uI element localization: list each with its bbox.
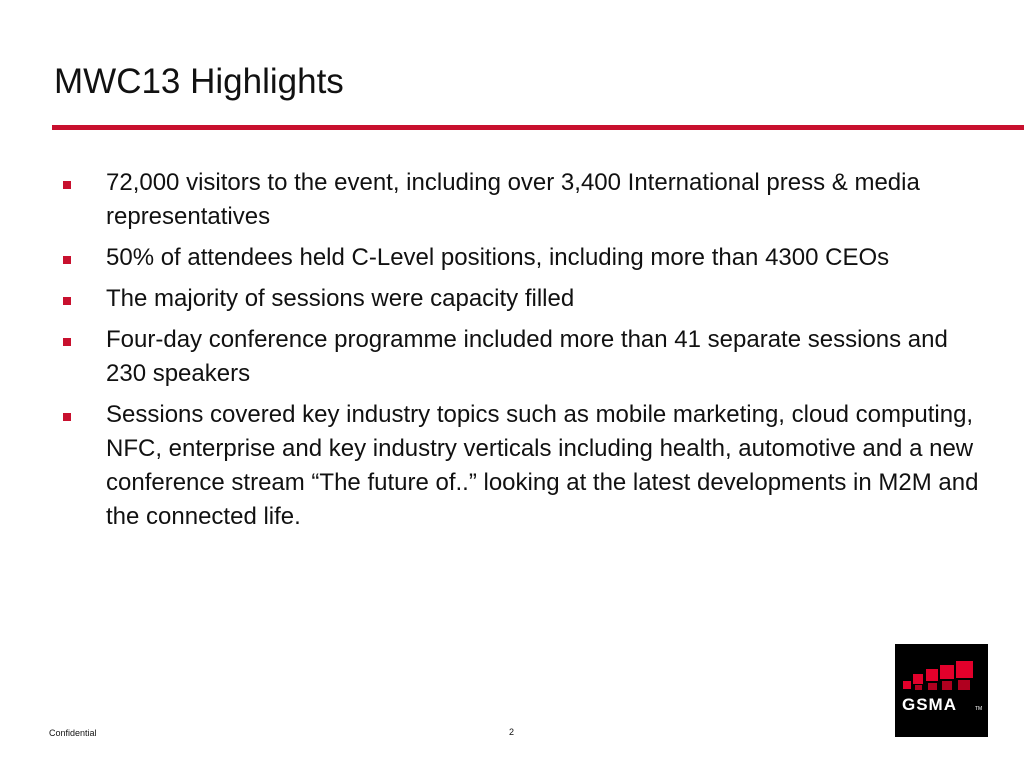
bullet-text: Sessions covered key industry topics such as mobile marketing, cloud computing, NFC, enterprise and key industry verticals including health, automotive and a new conference stream “The future of..” looking at the latest developments in M2M and the connected life. — [106, 401, 979, 530]
confidential-label: Confidential — [49, 728, 97, 738]
page-number: 2 — [509, 727, 515, 737]
bullet-item — [60, 398, 990, 534]
bullet-item — [60, 282, 990, 316]
bullet-square-icon — [63, 297, 71, 305]
slide-title: MWC13 Highlights — [54, 62, 344, 101]
bullet-text: 72,000 visitors to the event, including over 3,400 International press & media representatives — [106, 169, 920, 230]
gsma-logo-icon — [895, 644, 988, 737]
bullet-square-icon — [63, 413, 71, 421]
svg-text:TM: TM — [975, 706, 983, 712]
bullet-text: The majority of sessions were capacity filled — [106, 285, 575, 312]
bullet-square-icon — [63, 256, 71, 264]
bullet-item — [60, 241, 990, 275]
title-divider — [52, 125, 1024, 130]
svg-text:GSMA: GSMA — [902, 695, 957, 714]
bullet-list — [60, 166, 990, 541]
bullet-text: Four-day conference programme included more than 41 separate sessions and 230 speakers — [106, 326, 948, 387]
bullet-square-icon — [63, 181, 71, 189]
bullet-item — [60, 323, 990, 391]
bullet-item — [60, 166, 990, 234]
bullet-square-icon — [63, 338, 71, 346]
bullet-text: 50% of attendees held C-Level positions, including more than 4300 CEOs — [106, 244, 890, 271]
